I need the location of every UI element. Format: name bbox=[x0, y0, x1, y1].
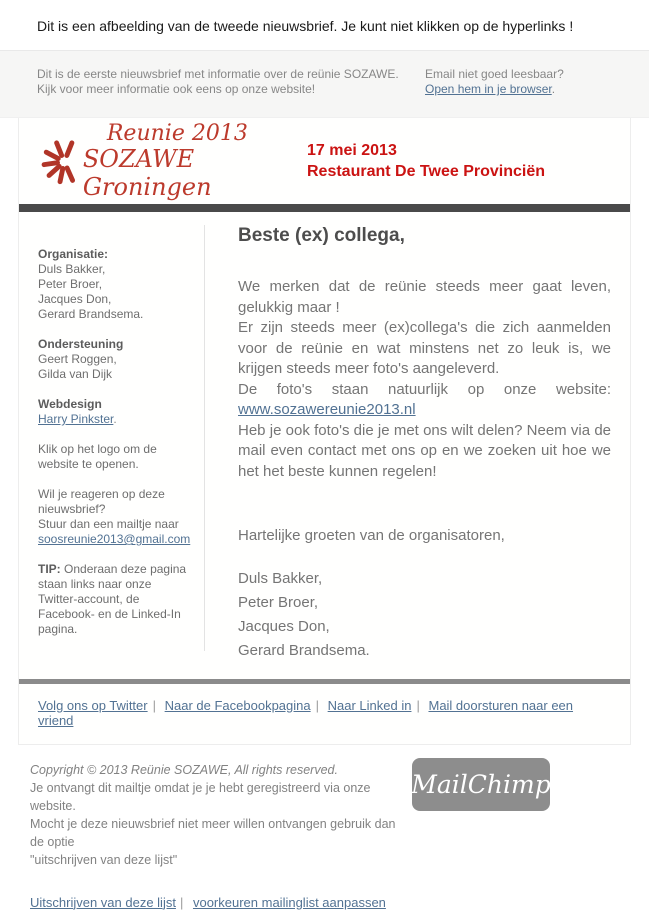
separator: | bbox=[416, 697, 420, 713]
footer-line-3: Mocht je deze nieuwsbrief niet meer willen ontvangen gebruik dan de optie bbox=[30, 816, 396, 849]
sidebar bbox=[19, 225, 205, 651]
forward-to-friend-link[interactable]: Mail doorsturen naar een vriend bbox=[38, 697, 574, 728]
open-in-browser-link[interactable]: Open hem in je browser bbox=[425, 82, 552, 96]
starburst-icon bbox=[31, 130, 78, 192]
signature-name: Peter Broer, bbox=[238, 593, 319, 611]
reunion-email-link[interactable]: soosreunie2013@gmail.com bbox=[38, 532, 191, 546]
logo-subtitle: SOZAWE Groningen bbox=[82, 145, 212, 201]
link-suffix: . bbox=[551, 82, 556, 96]
tip-text: Onderaan deze pagina staan links naar onze Twitter-account, de Facebook- en de Linked-In pagina. bbox=[38, 562, 187, 636]
event-location: Restaurant De Twee Provinciën bbox=[307, 163, 545, 180]
link-suffix: . bbox=[113, 412, 117, 426]
footer-line-2: Je ontvangt dit mailtje omdat je je hebt geregistreerd via onze website. bbox=[30, 780, 371, 813]
closing-line: Hartelijke groeten van de organisatoren, bbox=[238, 527, 505, 544]
twitter-link[interactable]: Volg ons op Twitter bbox=[38, 697, 148, 713]
screenshot-note: Dit is een afbeelding van de tweede nieuwsbrief. Je kunt niet klikken op de hyperlinks ! bbox=[37, 18, 574, 34]
ondersteuning-title: Ondersteuning bbox=[38, 337, 124, 351]
signature-name: Duls Bakker, bbox=[238, 569, 323, 587]
preheader-text bbox=[37, 67, 413, 97]
newsletter-header bbox=[19, 118, 630, 204]
linkedin-link[interactable]: Naar Linked in bbox=[327, 697, 412, 713]
organisatie-title: Organisatie: bbox=[38, 247, 109, 261]
paragraph-4: Heb je ook foto's die je met ons wilt delen? Neem via de mail even contact met ons op en we zoeken uit hoe we het het beste kunnen regelen! bbox=[238, 421, 611, 480]
organisatie-name: Jacques Don, bbox=[38, 292, 112, 306]
signature-name: Gerard Brandsema. bbox=[238, 641, 370, 659]
footer-line-4: "uitschrijven van deze lijst" bbox=[30, 852, 178, 867]
organisatie-name: Peter Broer, bbox=[38, 277, 103, 291]
signature-block bbox=[238, 567, 611, 663]
unsubscribe-link[interactable]: Uitschrijven van deze lijst bbox=[30, 894, 176, 910]
organisatie-name: Duls Bakker, bbox=[38, 262, 106, 276]
ondersteuning-name: Gilda van Dijk bbox=[38, 367, 113, 381]
copyright-line: Copyright © 2013 Reünie SOZAWE, All rights reserved. bbox=[30, 762, 338, 777]
subscription-links bbox=[0, 869, 649, 910]
react-line-1: Wil je reageren op deze nieuwsbrief? bbox=[38, 487, 165, 516]
update-preferences-link[interactable]: voorkeuren mailinglist aanpassen bbox=[192, 894, 386, 910]
preheader-strip bbox=[0, 50, 649, 118]
tip-paragraph bbox=[38, 562, 192, 637]
tip-label: TIP: bbox=[38, 562, 61, 576]
separator: | bbox=[179, 894, 184, 910]
reunie-logo[interactable] bbox=[31, 121, 283, 201]
logo-title: Reunie 2013 bbox=[106, 120, 248, 146]
logo-wordmark bbox=[83, 121, 283, 201]
website-link[interactable]: www.sozawereunie2013.nl bbox=[238, 401, 416, 418]
organisatie-name: Gerard Brandsema. bbox=[38, 307, 144, 321]
separator: | bbox=[152, 697, 156, 713]
react-line-2: Stuur dan een mailtje naar bbox=[38, 517, 179, 531]
preheader-line-2: Kijk voor meer informatie ook eens op onze website! bbox=[37, 82, 316, 96]
header-divider-bar bbox=[19, 204, 630, 212]
event-info bbox=[307, 140, 545, 182]
greeting-heading: Beste (ex) collega, bbox=[238, 225, 405, 246]
webdesign-title: Webdesign bbox=[38, 397, 102, 411]
logo-hint: Klik op het logo om de website te openen. bbox=[38, 442, 157, 471]
event-date: 17 mei 2013 bbox=[307, 142, 397, 159]
readability-question: Email niet goed leesbaar? bbox=[425, 67, 564, 81]
preheader-line-1: Dit is de eerste nieuwsbrief met informatie over de reünie SOZAWE. bbox=[37, 67, 399, 81]
signature-name: Jacques Don, bbox=[238, 617, 330, 635]
paragraph-1: We merken dat de reünie steeds meer gaat leven, gelukkig maar ! bbox=[238, 278, 611, 316]
social-links-bar bbox=[19, 684, 630, 744]
main-content bbox=[205, 225, 630, 663]
footer bbox=[0, 745, 649, 869]
newsletter-body bbox=[18, 118, 631, 745]
separator: | bbox=[315, 697, 320, 713]
ondersteuning-name: Geert Roggen, bbox=[38, 352, 117, 366]
webdesign-link[interactable]: Harry Pinkster bbox=[38, 412, 114, 426]
footer-text bbox=[30, 761, 402, 869]
paragraph-2: Er zijn steeds meer (ex)collega's die zich aanmelden voor de reünie en wat minstens net zo leuk is, we krijgen steeds meer foto's aangeleverd. bbox=[238, 319, 611, 377]
mailchimp-badge[interactable] bbox=[412, 758, 550, 811]
preheader-browser-view bbox=[425, 67, 564, 97]
paragraph-3: De foto's staan natuurlijk op onze website: www.sozawereunie2013.nl bbox=[238, 380, 611, 418]
facebook-link[interactable]: Naar de Facebookpagina bbox=[164, 697, 311, 713]
mailchimp-logo-text: MailChimp bbox=[411, 769, 551, 799]
